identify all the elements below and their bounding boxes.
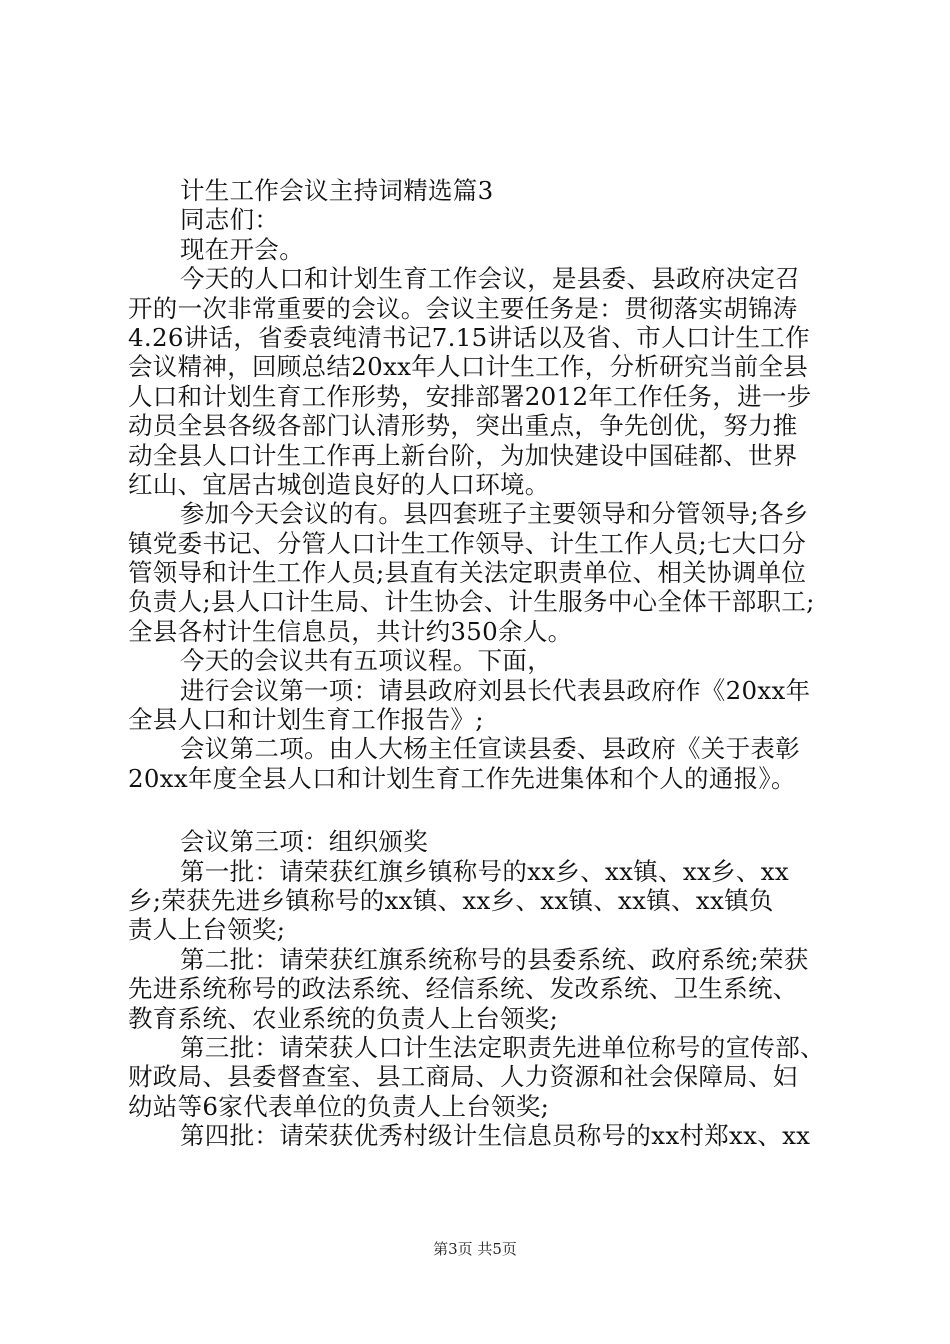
paragraph-line: 红山、宜居古城创造良好的人口环境。 <box>128 469 550 499</box>
paragraph-line: 幼站等6家代表单位的负责人上台领奖; <box>128 1091 550 1121</box>
paragraph-line: 管领导和计生工作人员;县直有关法定职责单位、相关协调单位 <box>128 558 807 588</box>
document-body <box>128 176 836 1151</box>
paragraph-line: 动员全县各级各部门认清形势，突出重点，争先创优，努力推 <box>128 411 798 441</box>
paragraph-line: 今天的会议共有五项议程。下面， <box>180 646 552 676</box>
paragraph-line: 全县各村计生信息员，共计约350余人。 <box>128 616 573 646</box>
paragraph-line: 全县人口和计划生育工作报告》; <box>128 705 484 735</box>
paragraph-line: 开的一次非常重要的会议。会议主要任务是：贯彻落实胡锦涛 <box>128 293 798 323</box>
page-number-footer: 第3页 共5页 <box>433 1240 517 1258</box>
paragraph-line: 第二批：请荣获红旗系统称号的县委系统、政府系统;荣获 <box>180 944 809 974</box>
paragraph-line: 动全县人口计生工作再上新台阶，为加快建设中国硅都、世界 <box>128 440 798 470</box>
paragraph-line: 责人上台领奖; <box>128 915 286 945</box>
paragraph-line: 第一批：请荣获红旗乡镇称号的xx乡、xx镇、xx乡、xx <box>180 856 789 886</box>
paragraph-line: 教育系统、农业系统的负责人上台领奖; <box>128 1003 559 1033</box>
paragraph-line: 乡;荣获先进乡镇称号的xx镇、xx乡、xx镇、xx镇、xx镇负 <box>128 885 774 915</box>
paragraph-line: 人口和计划生育工作形势，安排部署2012年工作任务，进一步 <box>128 381 812 411</box>
paragraph-line: 先进系统称号的政法系统、经信系统、发改系统、卫生系统、 <box>128 974 798 1004</box>
salutation: 同志们： <box>180 205 280 235</box>
paragraph-line: 20xx年度全县人口和计划生育工作先进集体和个人的通报》。 <box>128 763 796 793</box>
section-title: 计生工作会议主持词精选篇3 <box>180 176 494 205</box>
paragraph-line: 会议精神，回顾总结20xx年人口计生工作，分析研究当前全县 <box>128 352 809 382</box>
paragraph-line: 会议第二项。由人大杨主任宣读县委、县政府《关于表彰 <box>180 734 800 764</box>
paragraph-line: 进行会议第一项：请县政府刘县长代表县政府作《20xx年 <box>180 675 811 705</box>
paragraph-gap <box>128 793 836 827</box>
paragraph-line: 参加今天会议的有。县四套班子主要领导和分管领导;各乡 <box>180 499 809 529</box>
paragraph-line: 会议第三项：组织颁奖 <box>180 827 428 857</box>
paragraph-line: 第三批：请荣获人口计生法定职责先进单位称号的宣传部、 <box>180 1032 825 1062</box>
paragraph-line: 镇党委书记、分管人口计生工作领导、计生工作人员;七大口分 <box>128 528 807 558</box>
paragraph-line: 第四批：请荣获优秀村级计生信息员称号的xx村郑xx、xx <box>180 1121 811 1151</box>
paragraph-line: 今天的人口和计划生育工作会议，是县委、县政府决定召 <box>180 264 800 294</box>
paragraph-line: 现在开会。 <box>180 234 304 264</box>
paragraph-line: 财政局、县委督查室、县工商局、人力资源和社会保障局、妇 <box>128 1062 798 1092</box>
paragraph-line: 4.26讲话，省委袁纯清书记7.15讲话以及省、市人口计生工作 <box>128 322 810 352</box>
paragraph-line: 负责人;县人口计生局、计生协会、计生服务中心全体干部职工; <box>128 587 815 617</box>
